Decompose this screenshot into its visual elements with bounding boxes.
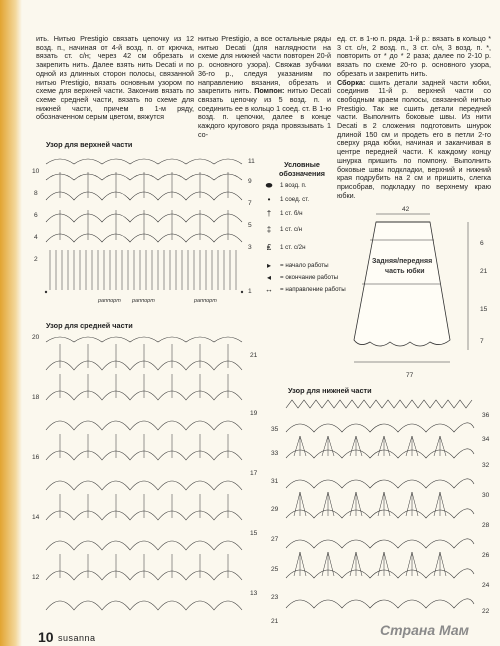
skirt-bottom-width: 77: [406, 372, 414, 379]
middle-text-column: [198, 35, 331, 139]
skirt-dim-21: 21: [480, 268, 488, 275]
mid-text-1: нитью Prestigio, а все остальные ряды нитью Decati (для наглядности на схеме для нижней части повторен 20-й р. основного узора). Свяжав зубчики 36-го р., следуя указаниям по направлению вязания, обрезать и закрепить нить.: [198, 34, 331, 96]
top-row-1: 1: [248, 288, 252, 295]
start-icon: ▸: [266, 261, 271, 270]
bottom-pattern-title: Узор для нижней части: [288, 386, 372, 395]
bot-row-36: 36: [482, 412, 490, 419]
top-row-3: 3: [248, 244, 252, 251]
legend-item: [262, 210, 303, 217]
top-row-6: 6: [34, 212, 38, 219]
raport-label-3: раппорт: [194, 298, 217, 304]
bot-row-33: 33: [271, 450, 279, 457]
bot-row-25: 25: [271, 566, 279, 573]
bot-row-35: 35: [271, 426, 279, 433]
double-crochet-icon: ‡: [266, 225, 272, 234]
bot-row-29: 29: [271, 506, 279, 513]
mid-row-16: 16: [32, 454, 40, 461]
top-row-4: 4: [34, 234, 38, 241]
bot-row-32: 32: [482, 462, 490, 469]
bot-row-26: 26: [482, 552, 490, 559]
mid-row-20: 20: [32, 334, 40, 341]
single-crochet-icon: †: [266, 209, 272, 218]
legend-item: [262, 262, 329, 269]
mid-row-21: 21: [250, 352, 258, 359]
middle-paragraph: [198, 35, 331, 139]
skirt-dim-7: 7: [480, 338, 484, 345]
top-row-2: 2: [34, 256, 38, 263]
chain-icon: ⬬: [265, 181, 273, 190]
legend-label: 1 ст. с/н: [280, 226, 303, 233]
magazine-brand: susanna: [58, 633, 96, 643]
mid-pattern-chart: [40, 330, 250, 630]
watermark-logo: Страна Мам: [380, 622, 470, 638]
bot-row-24: 24: [482, 582, 490, 589]
legend-item: [262, 244, 306, 251]
bot-row-30: 30: [482, 492, 490, 499]
top-row-10: 10: [32, 168, 40, 175]
left-paragraph: ить. Нитью Prestigio связать цепочку из 12 возд. п., начиная от 4-й возд. п. от крючка, вязать ст. с/н; через 42 см обрезать и закрепить нить. Далее взять нить Decati и по одной из длинных сторон полосы, связанной нитью Prestigio, вязать основным узором по схеме для верхней части. Закончив вязать по схеме средней части, вязать по схеме для нижней части, причем в 1-м ряду, обозначенном серым цветом, вяжутся: [36, 34, 194, 122]
end-icon: ◂: [266, 273, 271, 282]
top-row-9: 9: [248, 178, 252, 185]
raport-label-2: раппорт: [132, 298, 155, 304]
bot-row-34: 34: [482, 436, 490, 443]
legend-label: 1 ст. с/2н: [280, 244, 306, 251]
mid-row-19: 19: [250, 410, 258, 417]
right-text: сшить детали задней части юбки, соединив 11-й р. верхней части со свободным краем полосы, связанной нитью Prestigio. Так же сшить детали передней части. Выполнить боковые швы. Из нити Decati в 2 сложения подготовить шнурок длиной 150 см и продеть его в петли 2-го сверху ряда юбки, начиная и заканчивая в центре передней части. К каждому концу шнурка пришить по помпону. Выполнить боковые швы подкладки, верхний и нижний края подрубить на 2 см и пришить, слегка присобрав, подкладку по верхнему краю юбки.: [337, 77, 492, 200]
legend-item: [262, 274, 338, 281]
mid-row-17: 17: [250, 470, 258, 477]
mid-text-2: нитью Decati связать цепочку из 5 возд. п. и соединить ее в кольцо 1 соед. ст. В 1-ю возд. п. цепочки, далее в конце каждого кругового ряда провязывать 1 со-: [198, 86, 332, 139]
legend-label: 1 ст. б/н: [280, 210, 303, 217]
bot-row-31: 31: [271, 478, 279, 485]
bot-row-28: 28: [482, 522, 490, 529]
top-row-11: 11: [248, 158, 255, 165]
legend-title: Условные обозначения: [279, 160, 325, 178]
left-accent-bar: [0, 0, 22, 646]
treble-crochet-icon: ₤: [266, 243, 272, 252]
bot-row-23: 23: [271, 594, 279, 601]
bot-row-21: 21: [271, 618, 279, 625]
mid-row-15: 15: [250, 530, 258, 537]
assembly-heading: Сборка:: [337, 77, 366, 87]
slip-stitch-icon: •: [267, 195, 271, 204]
right-paragraph-1: ед. ст. в 1-ю п. ряда. 1-й р.: вязать в кольцо * 3 ст. с/н, 2 возд. п., 3 ст. с/н, 3 возд. п. *, повторить от * до * 2 раза; далее по 2-10 р. вязать по схеме 20-го р. основного узора, обрезать и закрепить нить.: [337, 34, 491, 78]
bottom-pattern-chart: [282, 398, 478, 628]
mid-pattern-title: Узор для средней части: [46, 321, 133, 330]
top-pattern-title: Узор для верхней части: [46, 140, 133, 149]
top-pattern-chart: [40, 150, 250, 300]
skirt-label-2: часть юбки: [385, 268, 425, 275]
mid-row-18: 18: [32, 394, 40, 401]
skirt-dim-6: 6: [480, 240, 484, 247]
legend-label: 1 соед. ст.: [280, 196, 310, 203]
legend-label: = окончание работы: [280, 274, 339, 281]
top-row-8: 8: [34, 190, 38, 197]
legend-item: [262, 182, 307, 189]
skirt-diagram: [340, 210, 490, 385]
legend-label: 1 возд. п.: [280, 182, 307, 189]
top-row-7: 7: [248, 200, 252, 207]
legend-item: [262, 286, 346, 293]
skirt-top-width: 42: [402, 206, 410, 213]
right-paragraph-2: [337, 79, 491, 201]
mid-row-13: 13: [250, 590, 258, 597]
page-number: 10: [38, 629, 54, 645]
bot-row-27: 27: [271, 536, 279, 543]
mid-row-12: 12: [32, 574, 40, 581]
legend-item: [262, 196, 309, 203]
skirt-dim-15: 15: [480, 306, 488, 313]
right-text-column: [337, 35, 491, 200]
left-text-column: [36, 35, 194, 122]
raport-label-1: раппорт: [98, 298, 121, 304]
legend-label: = направление работы: [280, 286, 346, 293]
mid-row-14: 14: [32, 514, 40, 521]
bot-row-22: 22: [482, 608, 490, 615]
direction-icon: ↔: [265, 285, 273, 294]
legend-label: = начало работы: [280, 262, 329, 269]
pompon-heading: Помпон:: [254, 86, 285, 96]
top-row-5: 5: [248, 222, 252, 229]
legend-item: [262, 226, 302, 233]
skirt-label-1: Задняя/передняя: [372, 258, 433, 265]
